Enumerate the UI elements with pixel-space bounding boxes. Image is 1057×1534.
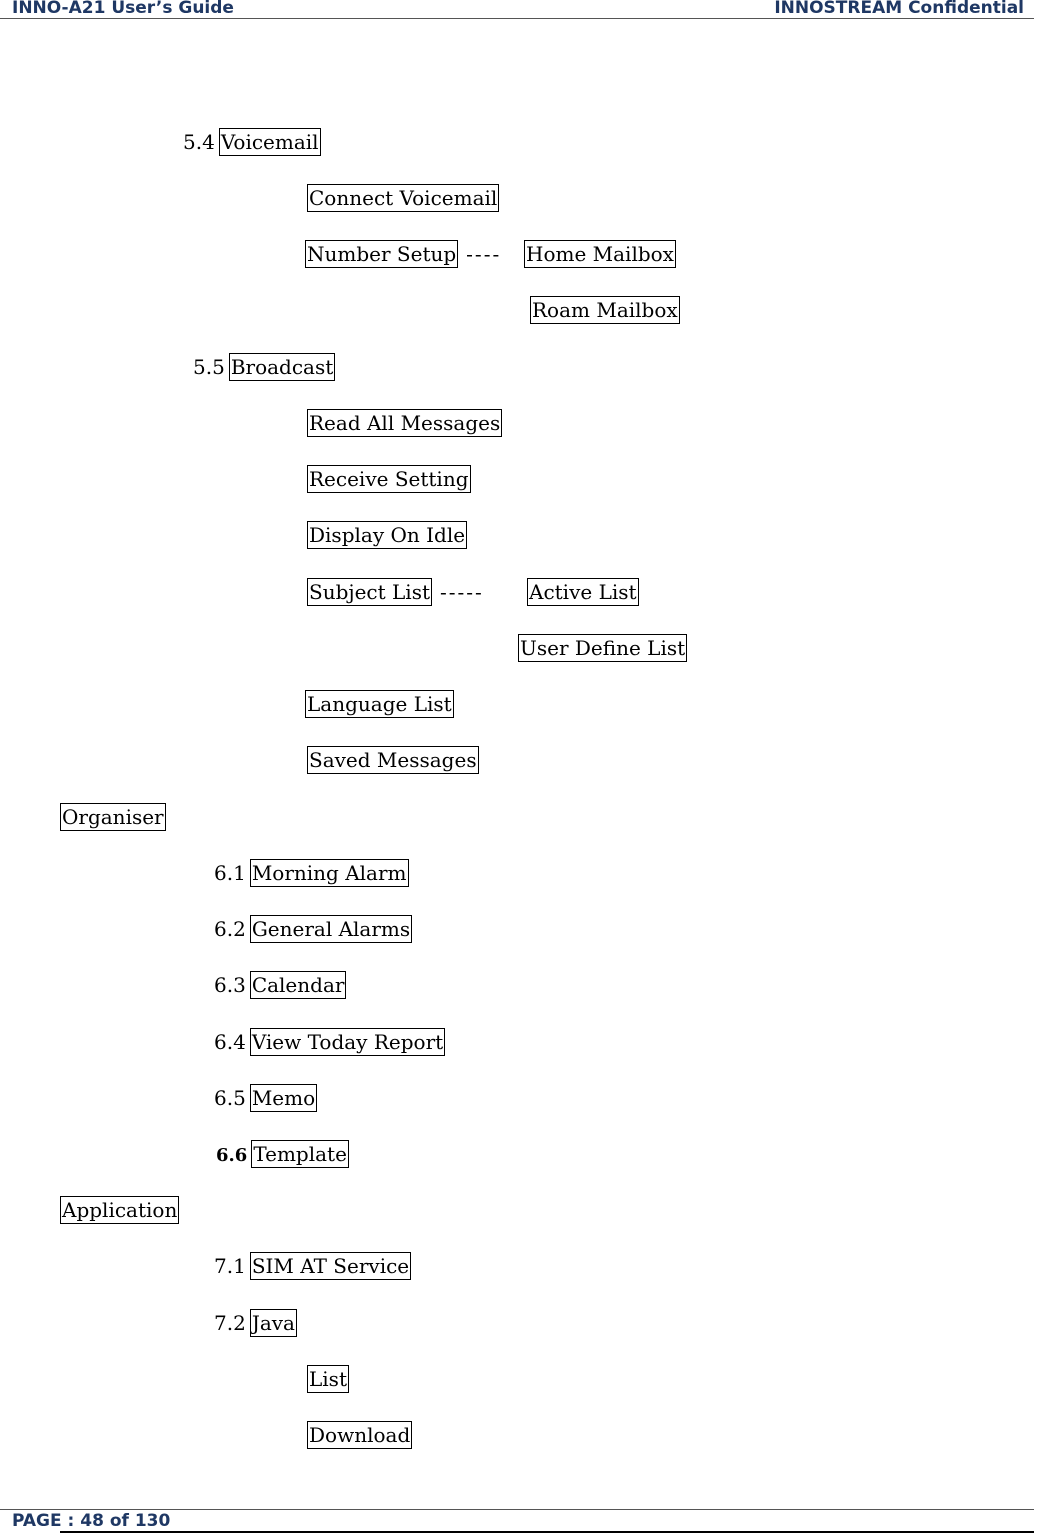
receive-setting-label: Receive Setting	[309, 467, 469, 491]
menu-item-voicemail	[183, 128, 321, 156]
number-setup-label: Number Setup	[307, 242, 457, 266]
section-number: 7.1	[214, 1254, 246, 1278]
voicemail-label: Voicemail	[220, 130, 319, 154]
section-number: 6.5	[214, 1086, 246, 1110]
menu-item-template	[216, 1140, 349, 1169]
read-all-messages-label: Read All Messages	[309, 411, 501, 435]
java-label: Java	[251, 1311, 295, 1335]
menu-item-morning-alarm	[214, 859, 409, 887]
menu-item-application	[60, 1196, 179, 1224]
broadcast-label: Broadcast	[230, 355, 334, 379]
menu-item-organiser	[60, 803, 166, 831]
menu-item-saved-messages	[307, 746, 479, 774]
language-list-label: Language List	[307, 692, 452, 716]
menu-item-connect-voicemail	[307, 184, 499, 212]
view-today-report-label: View Today Report	[251, 1030, 444, 1054]
memo-label: Memo	[251, 1086, 316, 1110]
section-number: 6.6	[216, 1145, 248, 1166]
template-label: Template	[253, 1142, 347, 1166]
roam-mailbox-label: Roam Mailbox	[532, 298, 678, 322]
menu-item-java	[214, 1309, 297, 1337]
home-mailbox-label: Home Mailbox	[526, 242, 674, 266]
menu-item-receive-setting	[307, 465, 471, 493]
sim-at-service-label: SIM AT Service	[251, 1254, 410, 1278]
user-define-list-label: User Define List	[520, 636, 686, 660]
section-number: 5.5	[193, 355, 225, 379]
section-number: 7.2	[214, 1311, 246, 1335]
menu-item-general-alarms	[214, 915, 412, 943]
connector-dashes: ----	[466, 242, 502, 266]
menu-item-home-mailbox	[524, 240, 676, 268]
menu-item-display-on-idle	[307, 521, 467, 549]
menu-item-memo	[214, 1084, 317, 1112]
section-number: 6.3	[214, 973, 246, 997]
menu-item-user-define-list	[518, 634, 687, 662]
saved-messages-label: Saved Messages	[309, 748, 477, 772]
menu-item-calendar	[214, 971, 346, 999]
menu-item-java-list	[307, 1365, 349, 1393]
calendar-label: Calendar	[251, 973, 345, 997]
page-footer-divider	[0, 1509, 1034, 1510]
menu-item-language-list	[305, 690, 454, 718]
menu-item-sim-at-service	[214, 1252, 411, 1280]
java-list-label: List	[309, 1367, 347, 1391]
general-alarms-label: General Alarms	[251, 917, 411, 941]
subject-list-label: Subject List	[309, 580, 430, 604]
display-on-idle-label: Display On Idle	[309, 523, 466, 547]
document-title: INNO-A21 User’s Guide	[12, 0, 234, 18]
section-number: 6.1	[214, 861, 246, 885]
menu-item-active-list	[527, 578, 639, 606]
connect-voicemail-label: Connect Voicemail	[309, 186, 498, 210]
application-label: Application	[62, 1198, 178, 1222]
confidential-label: INNOSTREAM Confidential	[774, 0, 1024, 18]
section-number: 6.2	[214, 917, 246, 941]
page-header	[0, 0, 1034, 19]
java-download-label: Download	[309, 1423, 411, 1447]
organiser-label: Organiser	[62, 805, 164, 829]
active-list-label: Active List	[529, 580, 637, 604]
menu-item-number-setup	[305, 240, 509, 268]
menu-item-subject-list	[307, 578, 492, 606]
morning-alarm-label: Morning Alarm	[251, 861, 407, 885]
section-number: 6.4	[214, 1030, 246, 1054]
menu-item-roam-mailbox	[530, 296, 680, 324]
connector-dashes: -----	[440, 580, 484, 604]
menu-item-broadcast	[193, 353, 335, 381]
footer-rule	[60, 1531, 1034, 1533]
section-number: 5.4	[183, 130, 215, 154]
page-number: PAGE : 48 of 130	[12, 1511, 171, 1531]
menu-item-read-all-messages	[307, 409, 502, 437]
menu-item-java-download	[307, 1421, 412, 1449]
menu-item-view-today-report	[214, 1028, 445, 1056]
